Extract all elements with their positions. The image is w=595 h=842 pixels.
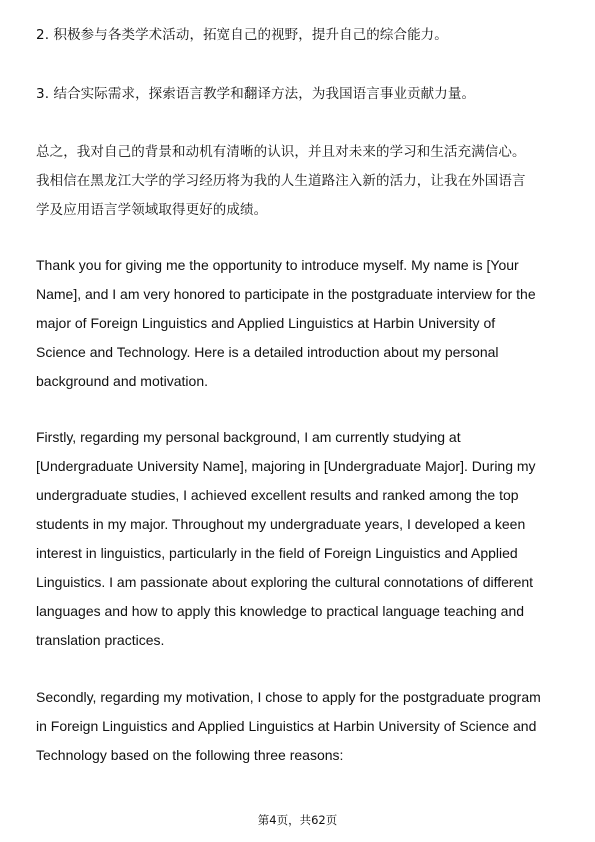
paragraph-item-2 (36, 21, 560, 50)
paragraph-motivation-en (36, 683, 560, 770)
paragraph-conclusion-zh (36, 138, 560, 225)
text-line: 3. 结合实际需求，探索语言教学和翻译方法，为我国语言事业贡献力量。 (36, 86, 476, 102)
text-line: Thank you for giving me the opportunity to introduce myself. My name is [Your (36, 257, 519, 273)
text-line: 学及应用语言学领域取得更好的成绩。 (36, 202, 268, 218)
text-line: major of Foreign Linguistics and Applied Linguistics at Harbin University of (36, 315, 496, 331)
text-line: Name], and I am very honored to participate in the postgraduate interview for the (36, 286, 536, 302)
text-line: students in my major. Throughout my undergraduate years, I developed a keen (36, 516, 526, 532)
paragraph-background-en (36, 423, 560, 655)
text-line: 2. 积极参与各类学术活动，拓宽自己的视野，提升自己的综合能力。 (36, 27, 448, 43)
text-line: 总之，我对自己的背景和动机有清晰的认识，并且对未来的学习和生活充满信心。 (36, 144, 526, 160)
text-line: interest in linguistics, particularly in the field of Foreign Linguistics and Applied (36, 545, 518, 561)
text-line: Firstly, regarding my personal background, I am currently studying at (36, 429, 461, 445)
text-line: [Undergraduate University Name], majoring in [Undergraduate Major]. During my (36, 458, 536, 474)
paragraph-intro-en (36, 251, 560, 396)
text-line: undergraduate studies, I achieved excellent results and ranked among the top (36, 487, 519, 503)
text-line: Linguistics. I am passionate about exploring the cultural connotations of different (36, 574, 534, 590)
paragraph-item-3 (36, 80, 560, 109)
page-number-footer: 第4页，共62页 (257, 813, 338, 827)
text-line: Secondly, regarding my motivation, I chose to apply for the postgraduate program (36, 689, 541, 705)
text-line: Science and Technology. Here is a detailed introduction about my personal (36, 344, 499, 360)
text-line: background and motivation. (36, 373, 208, 389)
text-line: Technology based on the following three reasons: (36, 747, 344, 763)
text-line: languages and how to apply this knowledge to practical language teaching and (36, 603, 525, 619)
text-line: in Foreign Linguistics and Applied Linguistics at Harbin University of Science and (36, 718, 537, 734)
text-line: 我相信在黑龙江大学的学习经历将为我的人生道路注入新的活力，让我在外国语言 (36, 173, 526, 189)
text-line: translation practices. (36, 632, 165, 648)
